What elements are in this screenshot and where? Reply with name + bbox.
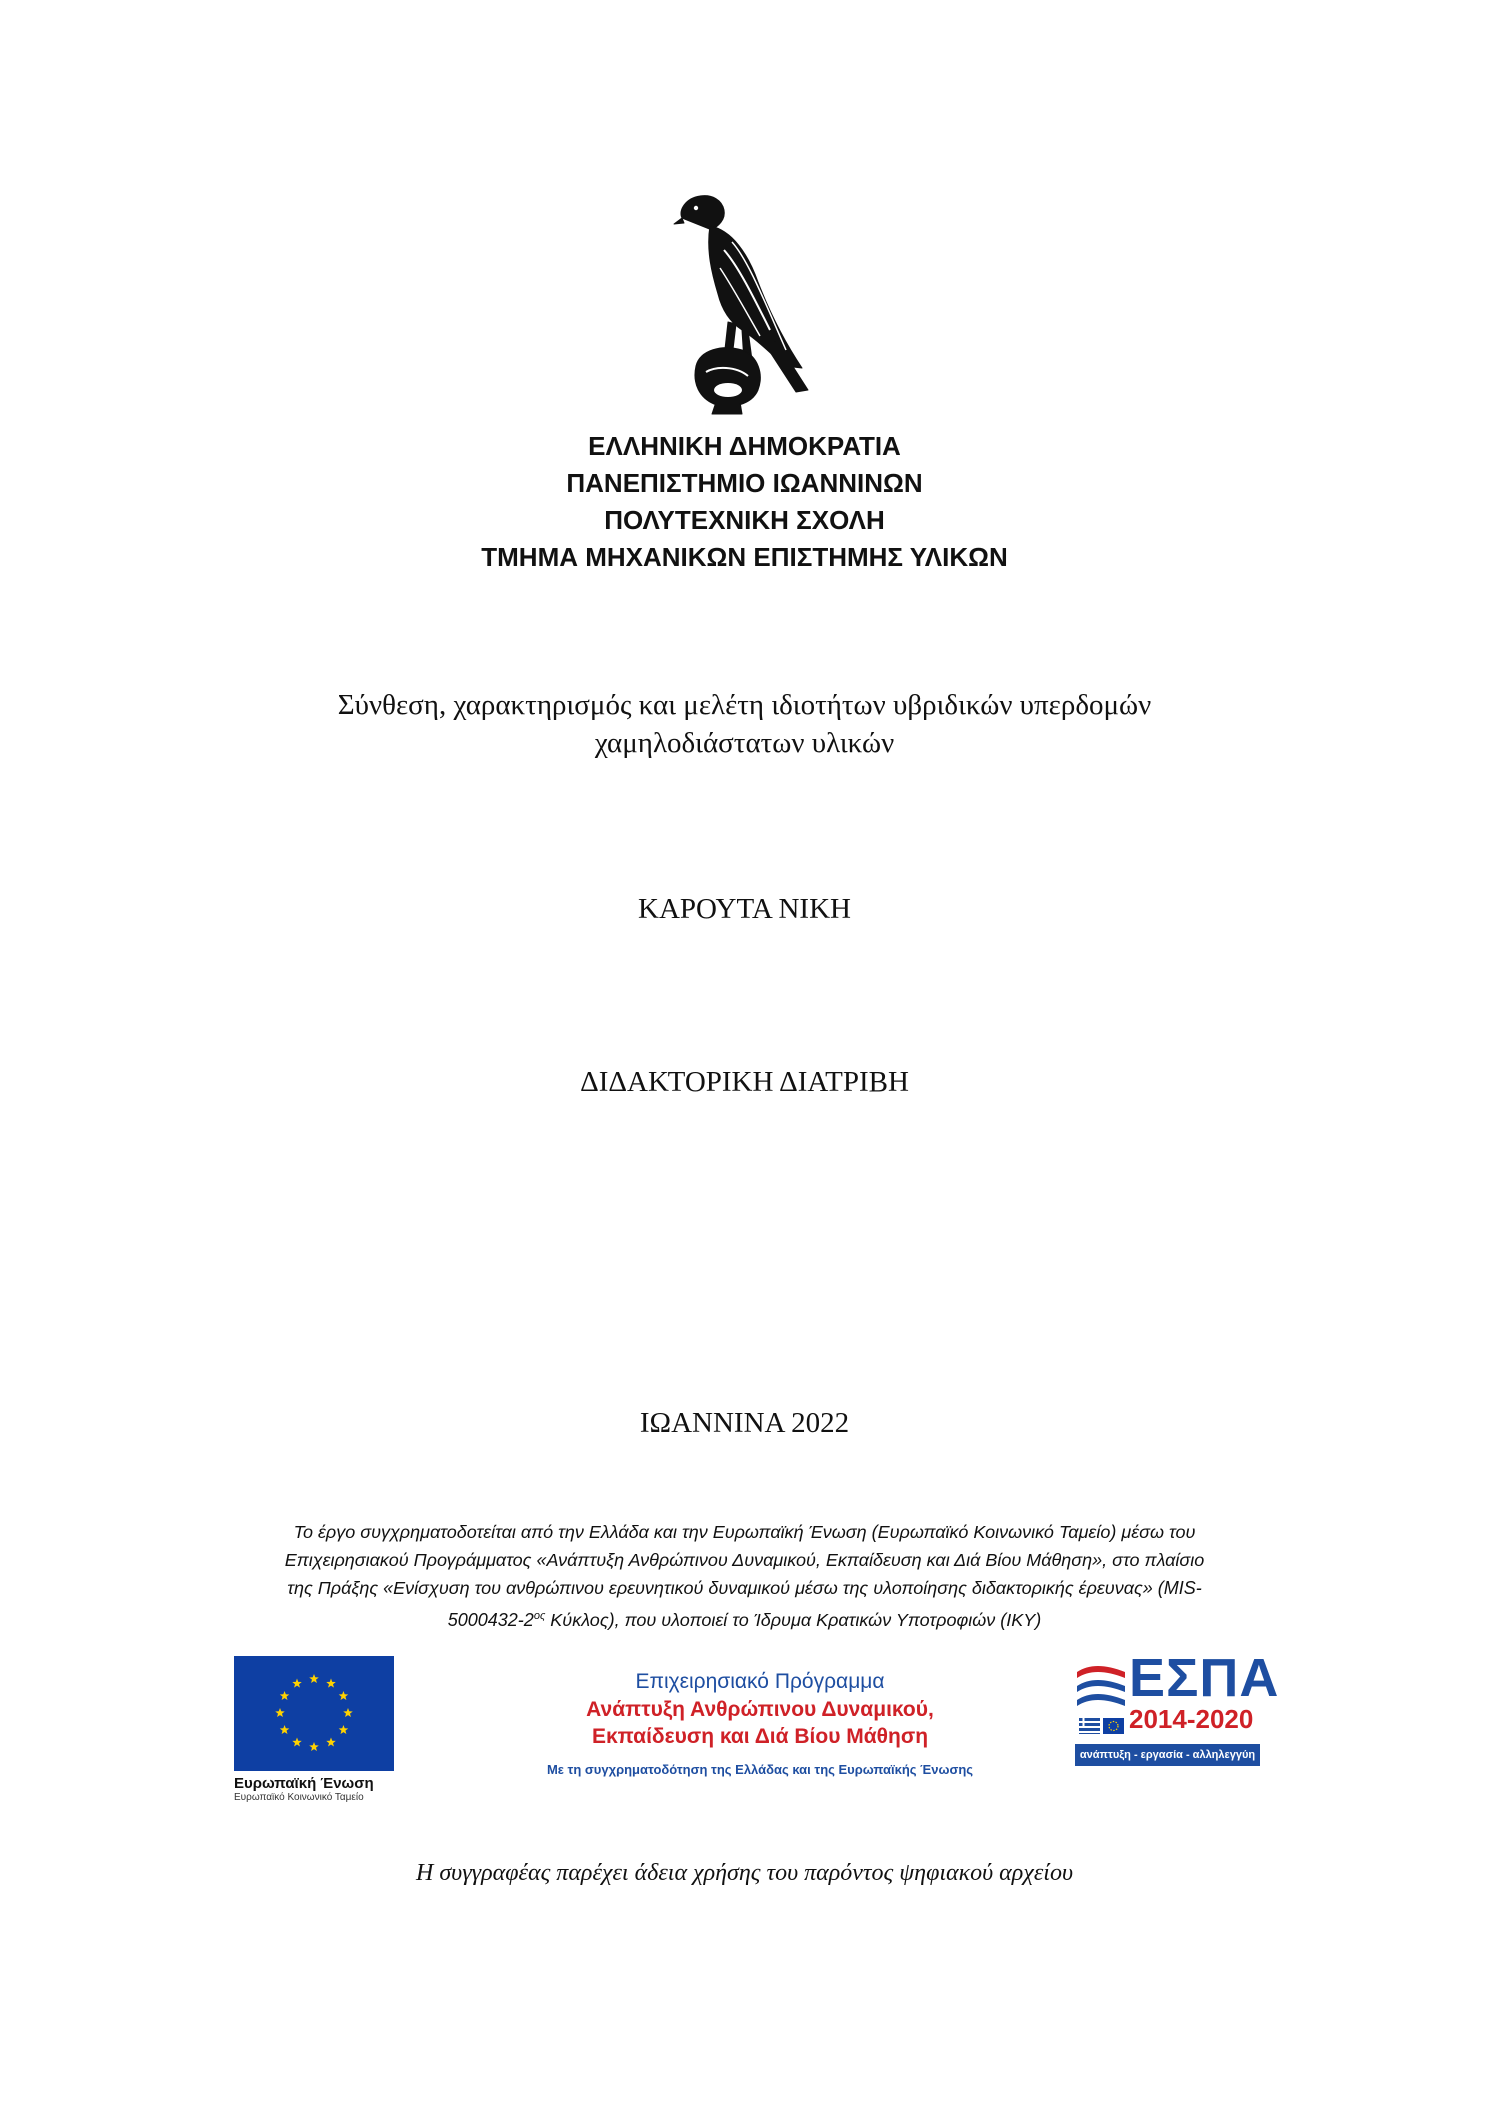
espa-waves-icon — [1075, 1658, 1127, 1718]
espa-tagline: ανάπτυξη - εργασία - αλληλεγγύη — [1075, 1744, 1260, 1766]
op-name-line-1: Ανάπτυξη Ανθρώπινου Δυναμικού, — [586, 1698, 934, 1721]
operational-programme-logo — [490, 1667, 1030, 1777]
op-cofunding: Με τη συγχρηματοδότηση της Ελλάδας και της Ευρωπαϊκής Ένωσης — [546, 1762, 974, 1777]
eu-star-icon — [326, 1737, 336, 1746]
funding-statement — [200, 1518, 1289, 1634]
place-and-year: ΙΩΑΝΝΙΝΑ 2022 — [639, 1407, 850, 1439]
eu-flag-icon — [234, 1656, 394, 1771]
eu-fund-name: Ευρωπαϊκό Κοινωνικό Ταμείο — [234, 1792, 364, 1803]
mis-code: 5000432-2 — [447, 1610, 534, 1630]
country-heading: ΕΛΛΗΝΙΚΗ ΔΗΜΟΚΡΑΤΙΑ — [588, 431, 901, 461]
eu-star-icon — [275, 1708, 285, 1717]
eu-star-icon — [309, 1674, 319, 1683]
department-heading: ΤΜΗΜΑ ΜΗΧΑΝΙΚΩΝ ΕΠΙΣΤΗΜΗΣ ΥΛΙΚΩΝ — [481, 542, 1008, 572]
eu-star-icon — [292, 1737, 302, 1746]
ordinal-suffix: ος — [533, 1610, 546, 1622]
funding-line-1: Το έργο συγχρηματοδοτείται από την Ελλάδα και την Ευρωπαϊκή Ένωση (Ευρωπαϊκό Κοινωνικό Ταμείο) μέσω του — [293, 1522, 1196, 1542]
license-note: Η συγγραφέας παρέχει άδεια χρήσης του παρόντος ψηφιακού αρχείου — [416, 1860, 1073, 1886]
espa-years: 2014-2020 — [1129, 1704, 1254, 1734]
thesis-title — [0, 686, 1489, 762]
eu-star-icon — [280, 1691, 290, 1700]
funding-line-4 — [200, 1602, 1289, 1634]
funding-line-4-rest: Κύκλος), που υλοποιεί το Ίδρυμα Κρατικών Υποτροφιών (ΙΚΥ) — [545, 1610, 1042, 1630]
document-type: ΔΙΔΑΚΤΟΡΙΚΗ ΔΙΑΤΡΙΒΗ — [580, 1066, 909, 1098]
eu-star-icon — [280, 1725, 290, 1734]
funding-line-3: της Πράξης «Ενίσχυση του ανθρώπινου ερευνητικού δυναμικού μέσω της υλοποίησης διδακτορικής έρευνας» (MIS- — [287, 1578, 1202, 1598]
eu-star-icon — [326, 1679, 336, 1688]
eu-star-icon — [343, 1708, 353, 1717]
eu-star-icon — [292, 1679, 302, 1688]
espa-logo — [1075, 1648, 1280, 1770]
eu-name: Ευρωπαϊκή Ένωση — [234, 1775, 374, 1792]
eu-logo — [234, 1656, 396, 1803]
thesis-title-line-2: χαμηλοδιάστατων υλικών — [594, 727, 895, 759]
school-heading: ΠΟΛΥΤΕΧΝΙΚΗ ΣΧΟΛΗ — [604, 505, 885, 535]
eu-star-icon — [339, 1691, 349, 1700]
university-eagle-emblem-icon — [672, 190, 812, 415]
op-name-line-2: Εκπαίδευση και Διά Βίου Μάθηση — [591, 1725, 929, 1748]
op-title: Επιχειρησιακό Πρόγραμμα — [635, 1670, 885, 1693]
eu-star-icon — [309, 1742, 319, 1751]
university-heading: ΠΑΝΕΠΙΣΤΗΜΙΟ ΙΩΑΝΝΙΝΩΝ — [566, 468, 923, 498]
eu-star-icon — [339, 1725, 349, 1734]
thesis-title-line-1: Σύνθεση, χαρακτηρισμός και μελέτη ιδιοτήτων υβριδικών υπερδομών — [337, 689, 1152, 721]
author-name: ΚΑΡΟΥΤΑ ΝΙΚΗ — [638, 893, 851, 925]
greece-eu-flags-icon — [1079, 1718, 1125, 1736]
funding-line-2: Επιχειρησιακού Προγράμματος «Ανάπτυξη Ανθρώπινου Δυναμικού, Εκπαίδευση και Διά Βίου Μάθηση», στο πλαίσιο — [284, 1550, 1205, 1570]
espa-wordmark: ΕΣΠΑ — [1129, 1648, 1280, 1708]
institution-header — [0, 428, 1489, 576]
